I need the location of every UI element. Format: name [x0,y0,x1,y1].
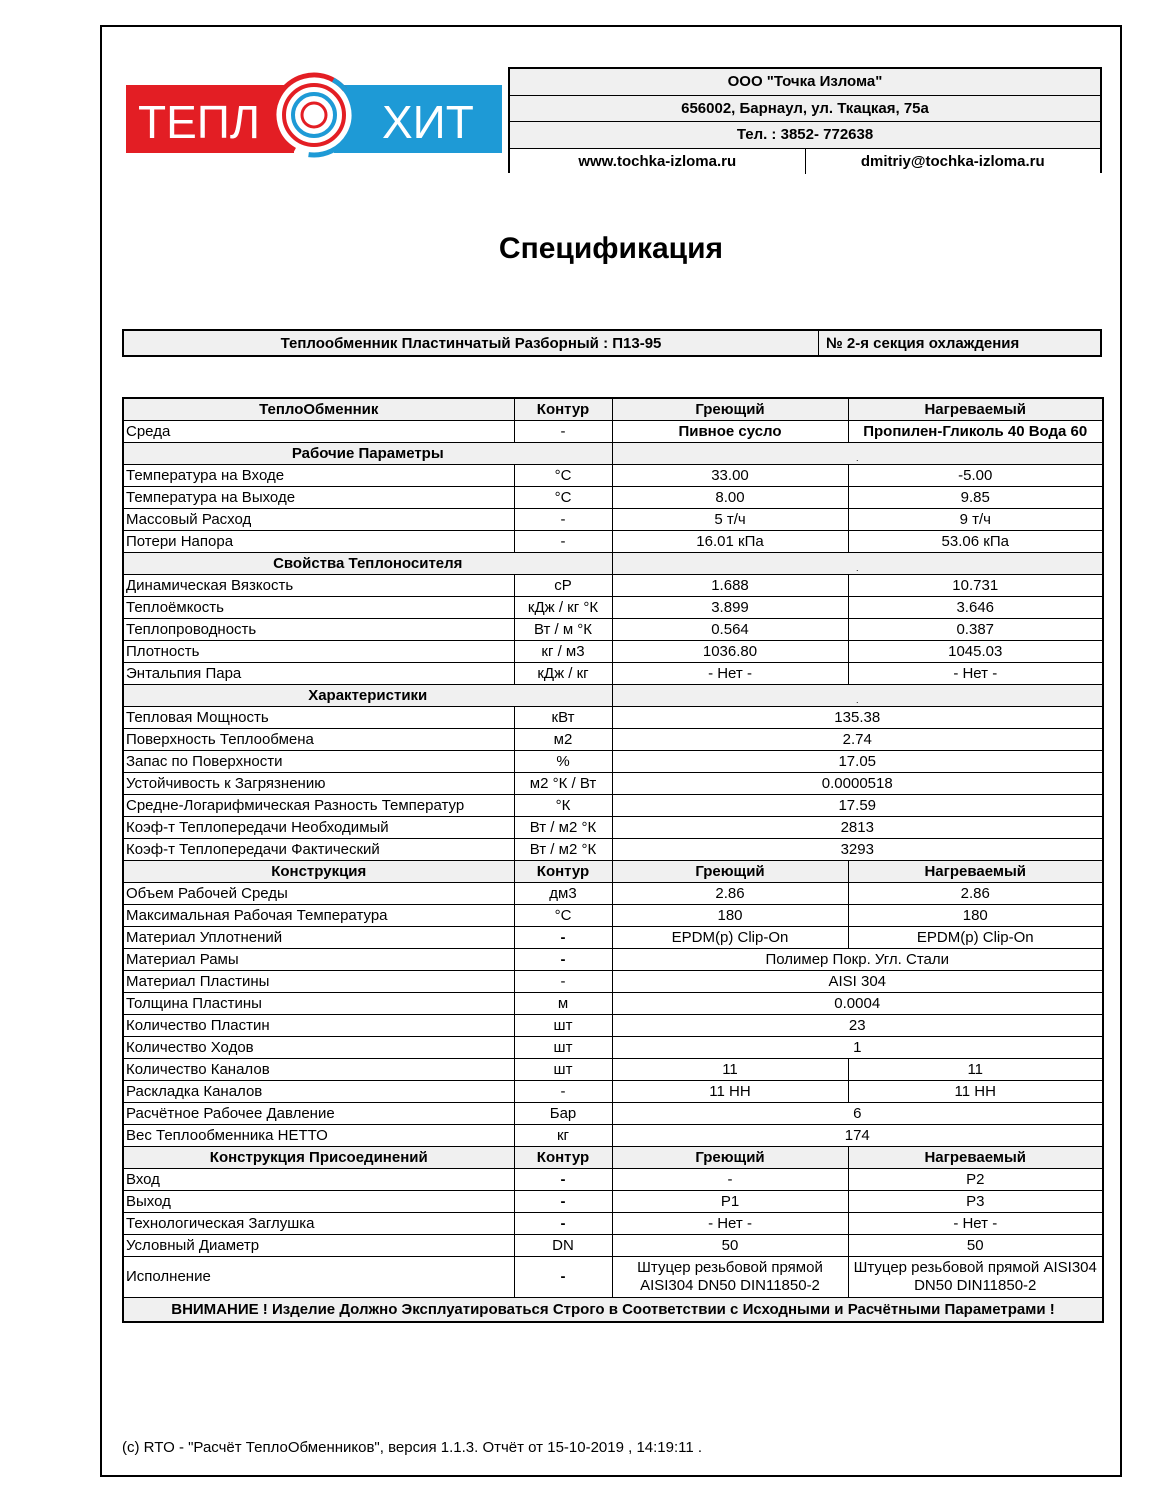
row-label: Материал Пластины [123,971,514,993]
row-label: Тепловая Мощность [123,707,514,729]
header-cell: Греющий [612,398,848,421]
row-hot: - Нет - [612,1213,848,1235]
row-unit: шт [514,1037,612,1059]
row-hot: 0.564 [612,619,848,641]
row-hot: 16.01 кПа [612,531,848,553]
row-cold: 0.387 [848,619,1103,641]
row-unit: - [514,971,612,993]
row-value: 3293 [612,839,1103,861]
page-title: Спецификация [498,232,724,265]
row-unit: °C [514,905,612,927]
row-label: Энтальпия Пара [123,663,514,685]
table-row [123,465,1103,487]
section-header [123,685,1103,707]
row-cold: - Нет - [848,663,1103,685]
row-label: Расчётное Рабочее Давление [123,1103,514,1125]
row-label: Условный Диаметр [123,1235,514,1257]
row-hot: EPDM(p) Clip-On [612,927,848,949]
row-label: Технологическая Заглушка [123,1213,514,1235]
section-title: Характеристики [123,685,612,707]
row-unit: - [514,927,612,949]
row-value: 2.74 [612,729,1103,751]
table-row [123,663,1103,685]
row-unit: м [514,993,612,1015]
table-row [123,729,1103,751]
section-dot: . [612,685,1103,707]
table-row [123,1213,1103,1235]
row-label: Температура на Входе [123,465,514,487]
row-cold: 180 [848,905,1103,927]
row-unit: °C [514,465,612,487]
row-unit: % [514,751,612,773]
row-unit: - [514,1213,612,1235]
row-hot: Пивное сусло [612,421,848,443]
header-cell: Контур [514,398,612,421]
row-label: Плотность [123,641,514,663]
row-hot: 5 т/ч [612,509,848,531]
company-email[interactable]: dmitriy@tochka-izloma.ru [805,149,1101,175]
row-unit: кг [514,1125,612,1147]
row-unit: м2 °К / Вт [514,773,612,795]
row-unit: cP [514,575,612,597]
footer-note: (c) RTO - "Расчёт ТеплоОбменников", версия 1.1.3. Отчёт от 15-10-2019 , 14:19:11 . [122,1439,703,1456]
row-value: 23 [612,1015,1103,1037]
row-label: Теплопроводность [123,619,514,641]
table-row [123,839,1103,861]
row-label: Коэф-т Теплопередачи Фактический [123,839,514,861]
row-value: 135.38 [612,707,1103,729]
row-cold: 1045.03 [848,641,1103,663]
row-value: 17.05 [612,751,1103,773]
row-value: 17.59 [612,795,1103,817]
table-row [123,1191,1103,1213]
row-hot: 3.899 [612,597,848,619]
header-cell: Нагреваемый [848,861,1103,883]
header-cell: Конструкция [123,861,514,883]
section-header [123,443,1103,465]
row-value: 2813 [612,817,1103,839]
row-cold: - Нет - [848,1213,1103,1235]
header-cell: Контур [514,1147,612,1169]
row-label: Температура на Выходе [123,487,514,509]
header-cell: Контур [514,861,612,883]
row-cold: 3.646 [848,597,1103,619]
row-unit: кДж / кг [514,663,612,685]
row-value: 174 [612,1125,1103,1147]
svg-text:ТЕПЛ: ТЕПЛ [138,96,261,148]
company-contacts [510,149,1100,175]
row-label: Поверхность Теплообмена [123,729,514,751]
row-cold: Штуцер резьбовой прямой AISI304 DN50 DIN11850-2 [848,1257,1103,1298]
header-cell: Греющий [612,861,848,883]
row-label: Количество Каналов [123,1059,514,1081]
row-unit: Вт / м2 °К [514,817,612,839]
warning-text: ВНИМАНИЕ ! Изделие Должно Эксплуатироваться Строго в Соответствии с Исходными и Расчётными Параметрами ! [123,1298,1103,1323]
row-unit: - [514,509,612,531]
table-row [123,641,1103,663]
table-row [123,1125,1103,1147]
row-hot: Штуцер резьбовой прямой AISI304 DN50 DIN11850-2 [612,1257,848,1298]
row-label: Выход [123,1191,514,1213]
product-bar [122,329,1102,357]
row-cold: P3 [848,1191,1103,1213]
row-unit: кДж / кг °К [514,597,612,619]
row-hot: 1.688 [612,575,848,597]
table-row [123,927,1103,949]
row-unit: м2 [514,729,612,751]
section-title: Свойства Теплоносителя [123,553,612,575]
row-label: Количество Пластин [123,1015,514,1037]
row-label: Вес Теплообменника НЕТТО [123,1125,514,1147]
row-hot: - [612,1169,848,1191]
row-label: Потери Напора [123,531,514,553]
section-title: Рабочие Параметры [123,443,612,465]
section-dot: . [612,443,1103,465]
row-unit: - [514,949,612,971]
table-row [123,575,1103,597]
row-label: Теплоёмкость [123,597,514,619]
table-row [123,1103,1103,1125]
svg-text:ХИТ: ХИТ [382,96,474,148]
row-unit: Вт / м2 °К [514,839,612,861]
table-row [123,1037,1103,1059]
row-cold: -5.00 [848,465,1103,487]
header-cell: ТеплоОбменник [123,398,514,421]
table-row [123,1081,1103,1103]
row-unit: - [514,1191,612,1213]
row-unit: шт [514,1015,612,1037]
table-row [123,1059,1103,1081]
row-unit: дм3 [514,883,612,905]
spec-table [122,397,1104,1323]
row-hot: - Нет - [612,663,848,685]
table-row [123,1257,1103,1298]
row-value: 1 [612,1037,1103,1059]
warning-row [123,1298,1103,1323]
product-name: Теплообменник Пластинчатый Разборный : П13-95 [124,331,819,355]
row-label: Запас по Поверхности [123,751,514,773]
table-row [123,795,1103,817]
row-label: Среда [123,421,514,443]
row-unit: - [514,1257,612,1298]
row-label: Максимальная Рабочая Температура [123,905,514,927]
header-cell: Конструкция Присоединений [123,1147,514,1169]
row-unit: - [514,1081,612,1103]
row-unit: Вт / м °К [514,619,612,641]
table-row [123,1015,1103,1037]
row-hot: 1036.80 [612,641,848,663]
row-hot: 11 HH [612,1081,848,1103]
row-label: Материал Рамы [123,949,514,971]
row-cold: 10.731 [848,575,1103,597]
row-cold: 9 т/ч [848,509,1103,531]
row-label: Средне-Логарифмическая Разность Температур [123,795,514,817]
row-hot: 33.00 [612,465,848,487]
row-unit: кг / м3 [514,641,612,663]
row-unit: шт [514,1059,612,1081]
row-hot: 11 [612,1059,848,1081]
row-label: Массовый Расход [123,509,514,531]
row-cold: 9.85 [848,487,1103,509]
row-unit: - [514,421,612,443]
row-unit: кВт [514,707,612,729]
table-row [123,509,1103,531]
row-label: Материал Уплотнений [123,927,514,949]
row-label: Толщина Пластины [123,993,514,1015]
row-cold: EPDM(p) Clip-On [848,927,1103,949]
row-unit: °C [514,487,612,509]
table-row [123,597,1103,619]
row-label: Раскладка Каналов [123,1081,514,1103]
row-unit: - [514,531,612,553]
connections-header [123,1147,1103,1169]
row-label: Устойчивость к Загрязнению [123,773,514,795]
row-hot: 8.00 [612,487,848,509]
row-cold: 53.06 кПа [848,531,1103,553]
table-row [123,487,1103,509]
row-unit: °К [514,795,612,817]
table-row [123,883,1103,905]
company-website[interactable]: www.tochka-izloma.ru [578,152,737,170]
construction-header [123,861,1103,883]
row-hot: 50 [612,1235,848,1257]
table-row [123,421,1103,443]
row-cold: Пропилен-Гликоль 40 Вода 60 [848,421,1103,443]
table-row [123,817,1103,839]
header-cell: Нагреваемый [848,398,1103,421]
row-label: Вход [123,1169,514,1191]
row-label: Коэф-т Теплопередачи Необходимый [123,817,514,839]
row-cold: P2 [848,1169,1103,1191]
table-row [123,1169,1103,1191]
table-row [123,993,1103,1015]
table-header [123,398,1103,421]
table-row [123,971,1103,993]
header-cell: Нагреваемый [848,1147,1103,1169]
row-label: Динамическая Вязкость [123,575,514,597]
row-hot: 180 [612,905,848,927]
table-row [123,905,1103,927]
row-value: 0.0000518 [612,773,1103,795]
table-row [123,751,1103,773]
company-info [508,67,1102,173]
row-value: Полимер Покр. Угл. Стали [612,949,1103,971]
table-row [123,531,1103,553]
company-name: ООО "Точка Излома" [510,69,1100,96]
row-cold: 50 [848,1235,1103,1257]
header-cell: Греющий [612,1147,848,1169]
table-row [123,1235,1103,1257]
company-address: 656002, Барнаул, ул. Ткацкая, 75а [510,96,1100,123]
row-label: Объем Рабочей Среды [123,883,514,905]
row-value: 0.0004 [612,993,1103,1015]
section-dot: . [612,553,1103,575]
table-row [123,707,1103,729]
row-value: 6 [612,1103,1103,1125]
table-row [123,773,1103,795]
row-unit: DN [514,1235,612,1257]
table-row [123,619,1103,641]
company-phone: Тел. : 3852- 772638 [510,122,1100,149]
teplohit-logo [126,72,502,158]
row-cold: 11 [848,1059,1103,1081]
row-hot: P1 [612,1191,848,1213]
row-unit: Бар [514,1103,612,1125]
row-cold: 2.86 [848,883,1103,905]
row-unit: - [514,1169,612,1191]
table-row [123,949,1103,971]
row-label: Исполнение [123,1257,514,1298]
row-cold: 11 HH [848,1081,1103,1103]
section-header [123,553,1103,575]
product-section: № 2-я секция охлаждения [826,334,1020,352]
row-value: AISI 304 [612,971,1103,993]
row-hot: 2.86 [612,883,848,905]
row-label: Количество Ходов [123,1037,514,1059]
